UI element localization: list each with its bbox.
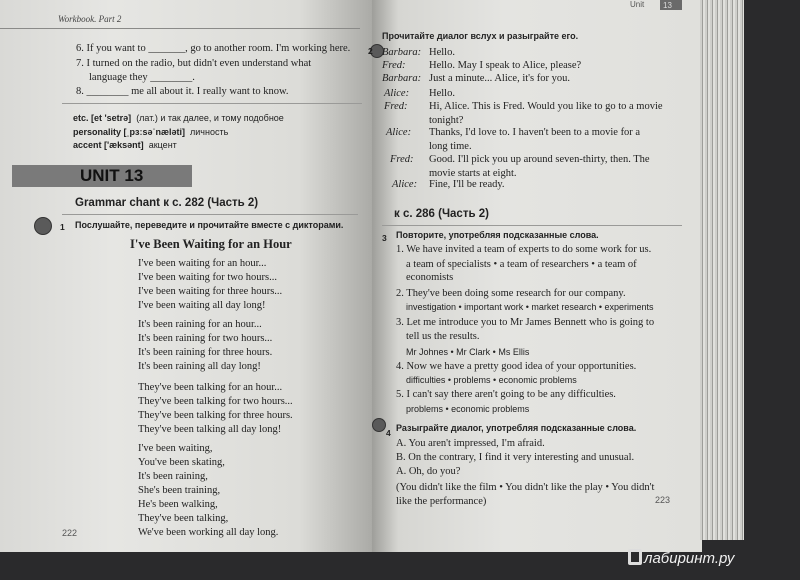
running-head: Unit	[630, 0, 645, 9]
audio-disc-icon	[372, 418, 386, 432]
exercise-line: language they ________.	[89, 72, 195, 83]
poem-line: They've been talking for three hours.	[138, 410, 293, 421]
dialogue-line: Fine, I'll be ready.	[429, 179, 505, 190]
task-instruction: Прочитайте диалог вслух и разыграйте его.	[382, 31, 579, 41]
dialogue-speaker: Fred:	[390, 154, 414, 165]
right-page	[368, 0, 702, 552]
dialogue-speaker: Alice:	[384, 88, 410, 99]
poem-line: She's been training,	[138, 485, 221, 496]
divider	[382, 225, 682, 226]
task-item: investigation • important work • market research • experiments	[406, 302, 654, 312]
poem-line: They've been talking for an hour...	[138, 382, 283, 393]
poem-line: It's been raining all day long!	[138, 361, 261, 372]
abbrev-row	[73, 112, 284, 125]
dialogue-speaker: Fred:	[382, 60, 406, 71]
abbrev-row	[73, 126, 228, 139]
abbrev-term: personality [ˌpɜːsəˈnæləti]	[73, 127, 185, 137]
exercise-line: 7. I turned on the radio, but didn't even understand what	[76, 58, 312, 69]
task-item: a team of specialists • a team of researchers • a team of	[406, 259, 637, 270]
dialogue-line: tonight?	[429, 115, 464, 126]
audio-disc-icon	[34, 217, 52, 235]
poem-line: I've been waiting,	[138, 443, 213, 454]
task-item: 5. I can't say there aren't going to be any difficulties.	[396, 389, 616, 400]
poem-line: They've been talking for two hours...	[138, 396, 293, 407]
abbrev-term: accent ['æksənt]	[73, 140, 144, 150]
task-item: 4. Now we have a pretty good idea of your opportunities.	[396, 361, 637, 372]
dialogue-line: Thanks, I'd love to. I haven't been to a movie for a	[429, 127, 641, 138]
task-item: 2. They've been doing some research for our company.	[396, 288, 626, 299]
section-title: к с. 286 (Часть 2)	[394, 208, 489, 220]
exercise-line: 6. If you want to _______, go to another room. I'm working here.	[76, 43, 351, 54]
poem-line: I've been waiting all day long!	[138, 300, 266, 311]
abbrev-row	[73, 139, 177, 152]
poem-line: I've been waiting for an hour...	[138, 258, 267, 269]
watermark: лабиринт.ру	[644, 550, 735, 567]
poem-line: It's been raining for an hour...	[138, 319, 262, 330]
poem-line: We've been working all day long.	[138, 527, 279, 538]
unit-title: UNIT 13	[80, 166, 144, 185]
dialogue-speaker: Fred:	[384, 101, 408, 112]
poem-line: It's been raining for two hours...	[138, 333, 273, 344]
task-line: B. On the contrary, I find it very interesting and unusual.	[396, 452, 635, 463]
abbrev-term: etc. [et 'setrə]	[73, 113, 132, 123]
poem-line: I've been waiting for two hours...	[138, 272, 277, 283]
page-edges	[700, 0, 744, 540]
section-title: Grammar chant к с. 282 (Часть 2)	[75, 197, 259, 209]
left-page	[0, 0, 374, 552]
poem-line: You've been skating,	[138, 457, 225, 468]
poem-line: It's been raining for three hours.	[138, 347, 273, 358]
poem-line: They've been talking,	[138, 513, 229, 524]
task-item: Mr Johnes • Mr Clark • Ms Ellis	[406, 347, 530, 357]
task-item: tell us the results.	[406, 331, 480, 342]
page-number: 223	[655, 495, 671, 505]
poem-title: I've Been Waiting for an Hour	[130, 237, 292, 251]
dialogue-line: Just a minute... Alice, it's for you.	[429, 73, 571, 84]
task-number: 3	[382, 233, 387, 243]
task-line: A. You aren't impressed, I'm afraid.	[396, 438, 545, 449]
abbrev-meaning: акцент	[148, 140, 177, 150]
task-item: 1. We have invited a team of experts to do some work for us.	[396, 244, 652, 255]
task-instruction: Послушайте, переведите и прочитайте вместе с дикторами.	[75, 220, 344, 230]
poem-line: They've been talking all day long!	[138, 424, 282, 435]
poem-line: I've been waiting for three hours...	[138, 286, 283, 297]
dialogue-line: Good. I'll pick you up around seven-thirty, then. The	[429, 154, 650, 165]
task-line: (You didn't like the film • You didn't like the play • You didn't	[396, 482, 655, 493]
abbrev-meaning: (лат.) и так далее, и тому подобное	[136, 113, 284, 123]
page-header: Workbook. Part 2	[58, 14, 122, 24]
task-item: difficulties • problems • economic problems	[406, 375, 577, 385]
dialogue-speaker: Barbara:	[382, 73, 422, 84]
page-number: 222	[62, 528, 78, 538]
task-line: like the performance)	[396, 496, 487, 507]
dialogue-speaker: Alice:	[386, 127, 412, 138]
task-number: 1	[60, 222, 65, 232]
dialogue-line: Hello. May I speak to Alice, please?	[429, 60, 582, 71]
dialogue-speaker: Alice:	[392, 179, 418, 190]
header-divider	[0, 28, 360, 29]
divider	[62, 214, 358, 215]
unit-tab-number: 13	[663, 1, 672, 10]
poem-line: It's been raining,	[138, 471, 208, 482]
task-number: 4	[386, 428, 391, 438]
dialogue-line: Hi, Alice. This is Fred. Would you like to go to a movie	[429, 101, 663, 112]
dialogue-line: Hello.	[429, 88, 455, 99]
dialogue-line: movie starts at eight.	[429, 168, 517, 179]
labirint-logo-icon	[628, 549, 642, 565]
divider	[62, 103, 362, 104]
dialogue-speaker: Barbara:	[382, 47, 422, 58]
poem-line: He's been walking,	[138, 499, 218, 510]
task-number: 2	[368, 46, 373, 56]
dialogue-line: Hello.	[429, 47, 455, 58]
task-instruction: Повторите, употребляя подсказанные слова.	[396, 230, 599, 240]
dialogue-line: long time.	[429, 141, 472, 152]
task-item: economists	[406, 272, 454, 283]
exercise-line: 8. ________ me all about it. I really want to know.	[76, 86, 289, 97]
abbrev-meaning: личность	[190, 127, 229, 137]
task-item: problems • economic problems	[406, 404, 530, 414]
task-line: A. Oh, do you?	[396, 466, 461, 477]
task-item: 3. Let me introduce you to Mr James Bennett who is going to	[396, 317, 655, 328]
task-instruction: Разыграйте диалог, употребляя подсказанные слова.	[396, 423, 637, 433]
